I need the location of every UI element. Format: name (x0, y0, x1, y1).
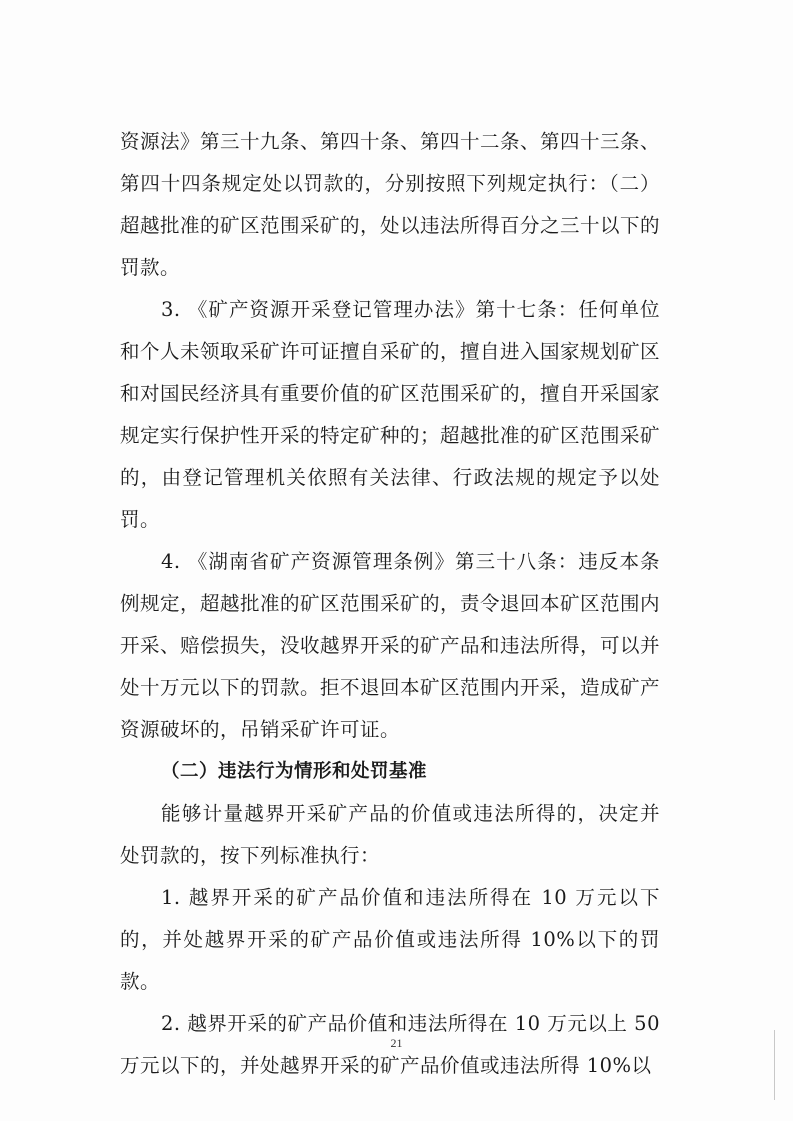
scan-edge-line (774, 1030, 775, 1100)
page-number: 21 (390, 1036, 403, 1050)
document-body (120, 121, 660, 1087)
paragraph-standard-1: 1. 越界开采的矿产品价值和违法所得在 10 万元以下的，并处越界开采的矿产品价值或违法所得 10%以下的罚款。 (120, 886, 660, 993)
paragraph-item-4: 4. 《湖南省矿产资源管理条例》第三十八条：违反本条例规定，超越批准的矿区范围采矿的，责令退回本矿区范围内开采、赔偿损失，没收越界开采的矿产品和违法所得，可以并处十万元以下的罚款。拒不退回本矿区范围内开采，造成矿产资源破坏的，吊销采矿许可证。 (120, 550, 661, 741)
paragraph-intro: 能够计量越界开采矿产品的价值或违法所得的，决定并处罚款的，按下列标准执行： (120, 802, 660, 867)
paragraph-continuation: 资源法》第三十九条、第四十条、第四十二条、第四十三条、第四十四条规定处以罚款的，分别按照下列规定执行：（二）超越批准的矿区范围采矿的，处以违法所得百分之三十以下的罚款。 (120, 130, 661, 279)
paragraph-standard-2: 2. 越界开采的矿产品价值和违法所得在 10 万元以上 50 万元以下的，并处越界开采的矿产品价值或违法所得 10%以 (120, 1012, 660, 1077)
section-heading: （二）违法行为情形和处罚基准 (161, 761, 428, 782)
paragraph-item-3: 3. 《矿产资源开采登记管理办法》第十七条：任何单位和个人未领取采矿许可证擅自采矿的，擅自进入国家规划矿区和对国民经济具有重要价值的矿区范围采矿的，擅自开采国家规定实行保护性开采的特定矿种的；超越批准的矿区范围采矿的，由登记管理机关依照有关法律、行政法规的规定予以处罚。 (120, 298, 661, 531)
